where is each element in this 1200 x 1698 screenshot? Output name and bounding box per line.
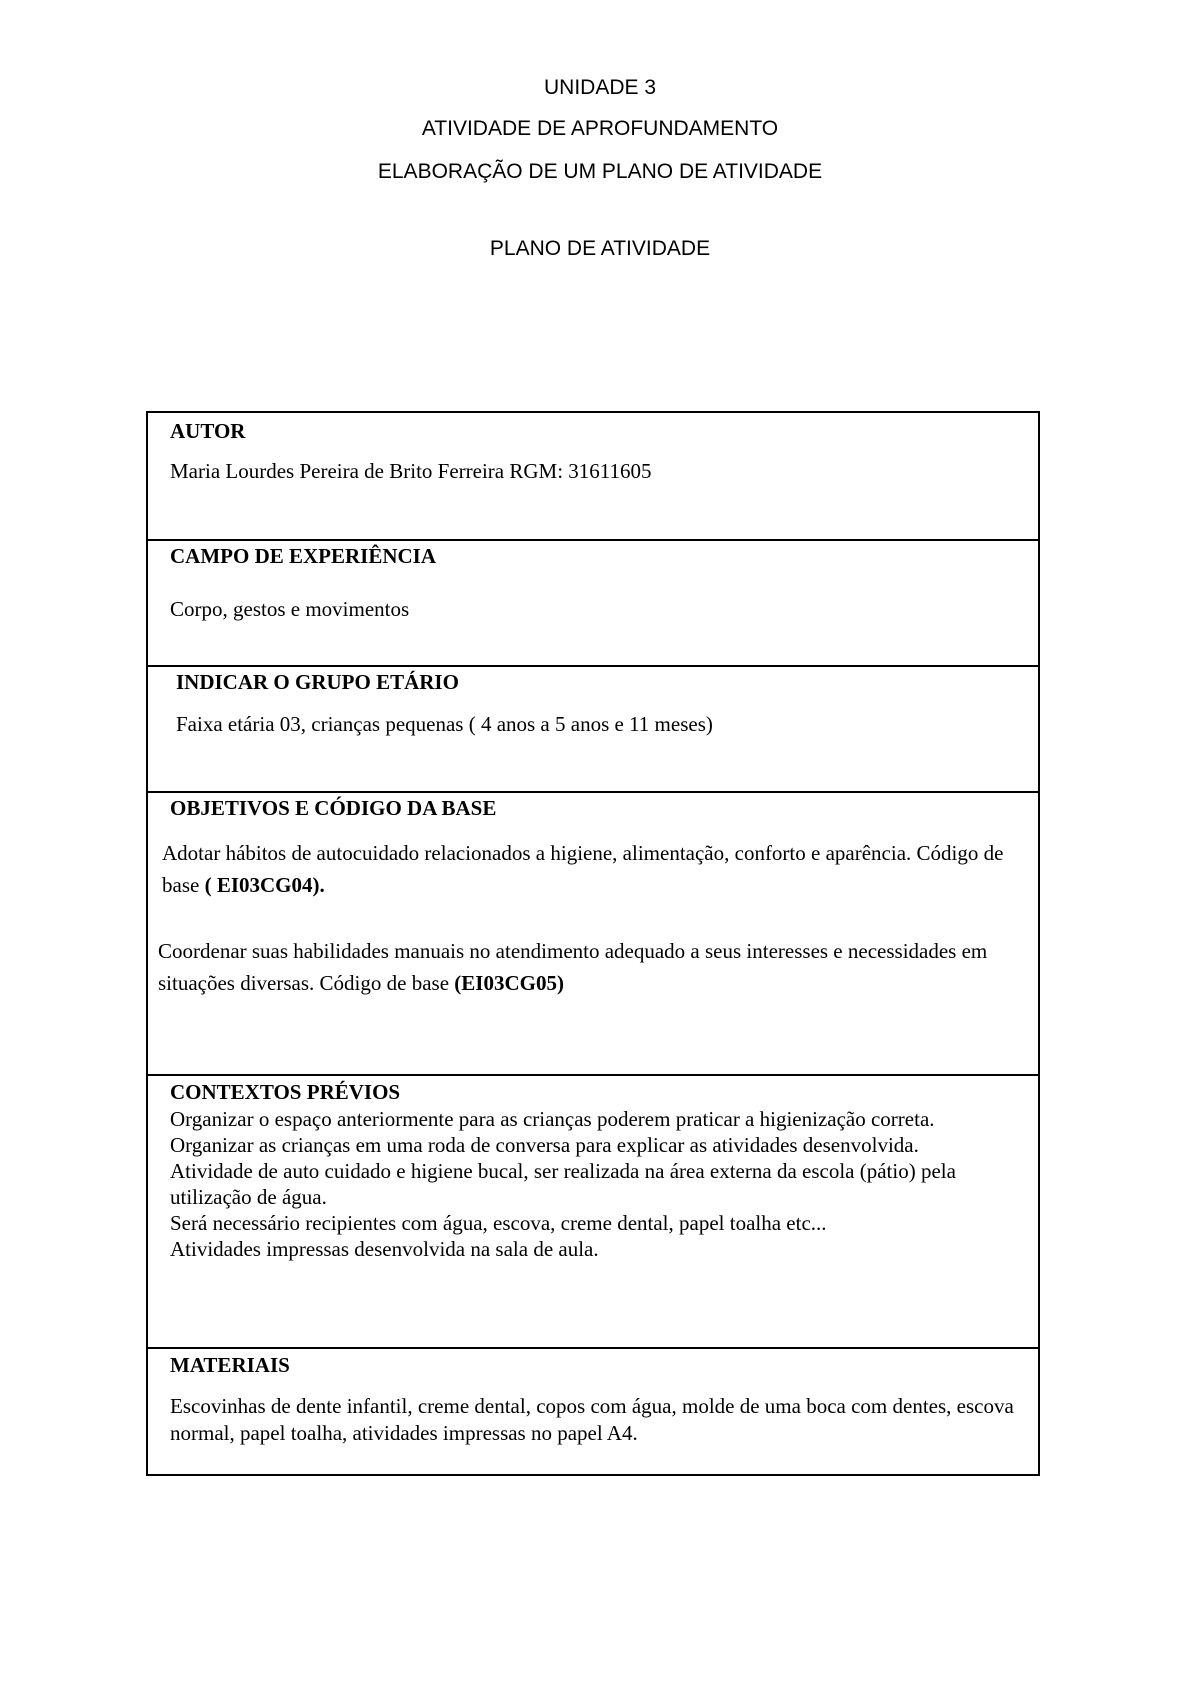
campo-value: Corpo, gestos e movimentos [170,597,410,621]
plan-title: PLANO DE ATIVIDADE [489,237,711,260]
list-item: Atividades impressas desenvolvida na sala de aula. [170,1237,599,1261]
contextos-section [148,1076,1038,1349]
materiais-label: MATERIAIS [170,1353,290,1377]
objetivos-section [148,793,1038,1076]
list-item: Organizar o espaço anteriormente para as crianças poderem praticar a higienização correta. [170,1107,935,1131]
autor-section [148,413,1038,541]
objetivo-text: Adotar hábitos de autocuidado relacionados a higiene, alimentação, conforto e aparência. Código de base [162,841,1004,897]
objetivo-paragraph [162,837,1022,901]
objetivo-text: Coordenar suas habilidades manuais no atendimento adequado a seus interesses e necessidades em situações diversas. Código de base [158,939,988,995]
campo-label: CAMPO DE EXPERIÊNCIA [170,544,437,568]
list-item: Atividade de auto cuidado e higiene bucal, ser realizada na área externa da escola (pátio) pela utilização de água. [170,1159,956,1209]
objetivo-paragraph [158,935,1028,999]
campo-section [148,541,1038,667]
objetivo-code: (EI03CG05) [454,971,564,995]
document-title: ELABORAÇÃO DE UM PLANO DE ATIVIDADE [377,160,823,183]
list-item: Será necessário recipientes com água, escova, creme dental, papel toalha etc... [170,1211,827,1235]
grupo-label: INDICAR O GRUPO ETÁRIO [176,670,459,694]
grupo-value: Faixa etária 03, crianças pequenas ( 4 anos a 5 anos e 11 meses) [176,712,713,736]
autor-label: AUTOR [170,419,246,443]
activity-plan-table [146,411,1040,1476]
activity-type-heading: ATIVIDADE DE APROFUNDAMENTO [421,117,779,140]
autor-value: Maria Lourdes Pereira de Brito Ferreira RGM: 31611605 [170,459,652,483]
materiais-section [148,1349,1038,1474]
materiais-value: Escovinhas de dente infantil, creme dental, copos com água, molde de uma boca com dentes, escova normal, papel toalha, atividades impressas no papel A4. [170,1394,1014,1445]
contextos-label: CONTEXTOS PRÉVIOS [170,1080,401,1104]
list-item: Organizar as crianças em uma roda de conversa para explicar as atividades desenvolvida. [170,1133,919,1157]
contextos-list [170,1106,1010,1262]
unit-heading: UNIDADE 3 [543,76,657,99]
objetivo-code: ( EI03CG04). [204,873,325,897]
grupo-section [148,667,1038,793]
objetivos-label: OBJETIVOS E CÓDIGO DA BASE [170,796,497,820]
